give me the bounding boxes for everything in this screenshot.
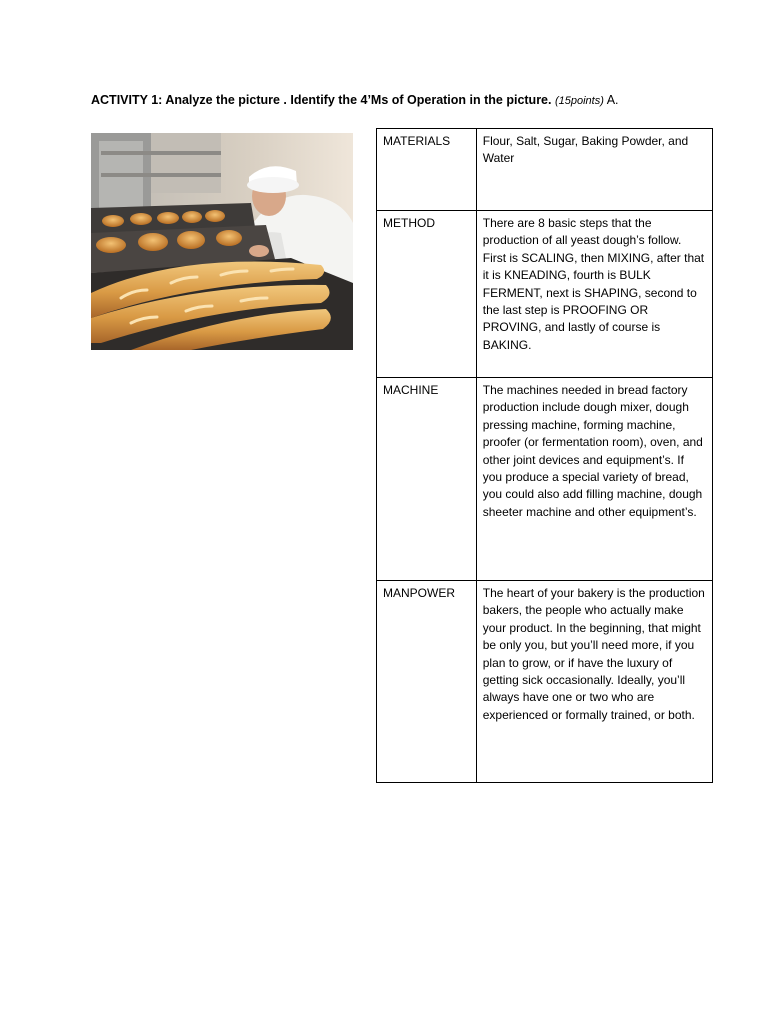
bakery-photo <box>91 133 353 350</box>
row-label: METHOD <box>377 211 477 378</box>
four-ms-table <box>376 128 713 783</box>
row-text: There are 8 basic steps that the production of all yeast dough’s follow. First is SCALING, then MIXING, after that it is KNEADING, fourth is BULK FERMENT, next is SHAPING, second to the last step is PROOFING OR PROVING, and lastly of course is BAKING. <box>476 211 712 378</box>
row-text: The machines needed in bread factory production include dough mixer, dough pressing machine, forming machine, proofer (or fermentation room), oven, and other joint devices and equipment’s. If you produce a special variety of bread, you could also add filling machine, dough sheeter machine and other equipment’s. <box>476 378 712 581</box>
heading-suffix: A. <box>606 93 619 107</box>
activity-title: ACTIVITY 1: Analyze the picture . Identify the 4’Ms of Operation in the picture. <box>91 93 552 107</box>
table-row <box>377 378 713 581</box>
row-text: Flour, Salt, Sugar, Baking Powder, and Water <box>476 129 712 211</box>
table-row <box>377 211 713 378</box>
table-row <box>377 581 713 783</box>
points-note: (15points) <box>554 95 604 107</box>
activity-heading <box>91 93 619 107</box>
baker-with-bread-photo-icon <box>91 133 353 350</box>
table-row <box>377 129 713 211</box>
row-label: MACHINE <box>377 378 477 581</box>
row-text: The heart of your bakery is the production bakers, the people who actually make your product. In the beginning, that might be only you, but you’ll need more, if you plan to grow, or if have the luxury of getting sick occasionally. Ideally, you’ll always have one or two who are experienced or formally trained, or both. <box>476 581 712 783</box>
row-label: MATERIALS <box>377 129 477 211</box>
row-label: MANPOWER <box>377 581 477 783</box>
